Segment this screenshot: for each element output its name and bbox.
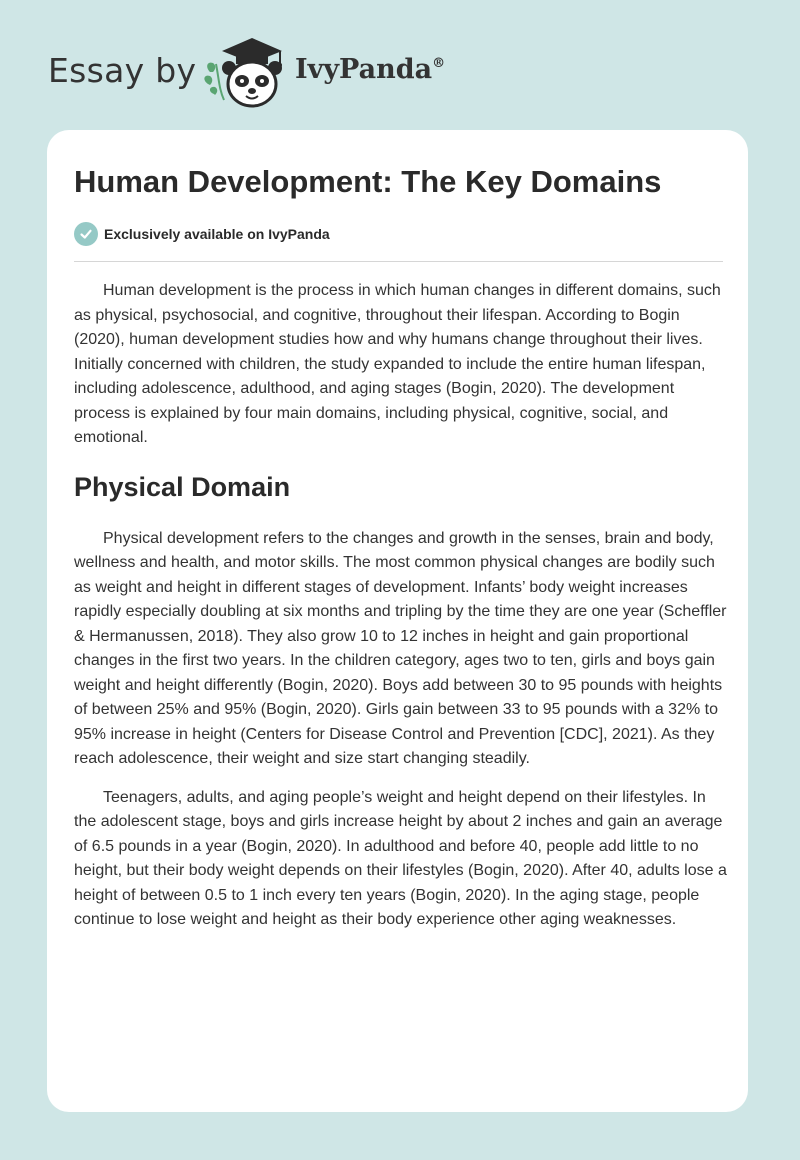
site-header <box>48 34 748 114</box>
ivypanda-logo-icon[interactable] <box>202 34 290 110</box>
intro-paragraph: Human development is the process in which human changes in different domains, such as physical, psychosocial, and cognitive, throughout their lifespan. According to Bogin (2020), human development studies how and why humans change throughout their lives. Initially concerned with children, the study expanded to include the entire human lifespan, including adolescence, adulthood, and aging stages (Bogin, 2020). The development process is explained by four main domains, including physical, cognitive, social, and emotional. <box>74 282 721 446</box>
essay-by-label: Essay by <box>48 51 197 90</box>
trademark-sign: ® <box>432 56 446 71</box>
essay-card <box>47 130 748 1112</box>
section-heading-physical: Physical Domain <box>74 471 291 502</box>
check-icon <box>74 222 98 246</box>
title-divider <box>74 261 723 262</box>
exclusive-badge <box>74 222 330 246</box>
essay-body <box>74 279 727 947</box>
essay-title: Human Development: The Key Domains <box>74 164 662 199</box>
brand-name[interactable]: IvyPanda® <box>295 54 446 85</box>
physical-paragraph-1: Physical development refers to the changes and growth in the senses, brain and body, wellness and health, and motor skills. The most common physical changes are bodily such as weight and height in different stages of development. Infants’ body weight increases rapidly especially doubling at six months and tripling by the time they are one year (Scheffler & Hermanussen, 2018). They also grow 10 to 12 inches in height and gain proportional changes in the first two years. In the children category, ages two to ten, girls and boys gain weight and height differently (Bogin, 2020). Boys add between 30 to 95 pounds with heights of between 25% and 95% (Bogin, 2020). Girls gain between 33 to 95 pounds with a 32% to 95% increase in height (Centers for Disease Control and Prevention [CDC], 2021). As they reach adolescence, their weight and size start changing steadily. <box>74 529 727 767</box>
physical-paragraph-2: Teenagers, adults, and aging people’s weight and height depend on their lifestyles. In the adolescent stage, boys and girls increase height by about 2 inches and gain an average of 6.5 pounds in a year (Bogin, 2020). In adulthood and before 40, people add little to no height, but their body weight depends on their lifestyles (Bogin, 2020). After 40, adults lose a height of between 0.5 to 1 inch every ten years (Bogin, 2020). In the aging stage, people continue to lose weight and height as their body experience other aging weaknesses. <box>74 788 727 928</box>
exclusive-badge-label: Exclusively available on IvyPanda <box>104 226 330 242</box>
